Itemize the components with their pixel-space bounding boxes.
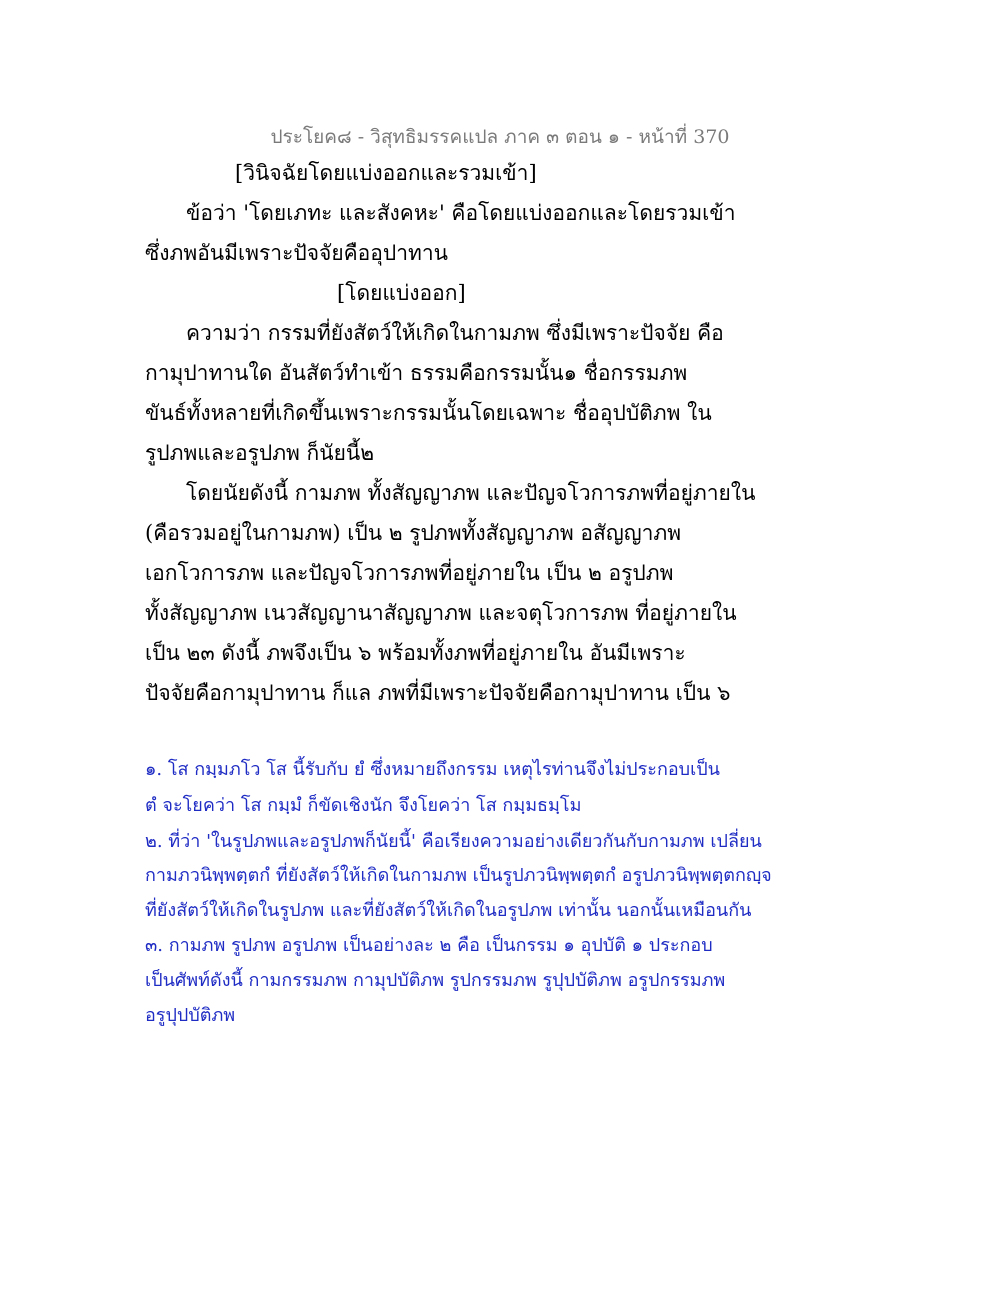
paragraph-line: เอกโวการภพ และปัญจโวการภพที่อยู่ภายใน เป็น ๒ อรูปภพ [145,561,674,585]
paragraph-line: เป็น ๒๓ ดังนี้ ภพจึงเป็น ๖ พร้อมทั้งภพที่อยู่ภายใน อันมีเพราะ [145,641,686,665]
paragraph-line: รูปภพและอรูปภพ ก็นัยนี้๒ [145,441,375,465]
paragraph-line: (คือรวมอยู่ในกามภพ) เป็น ๒ รูปภพทั้งสัญญาภพ อสัญญาภพ [145,521,682,545]
footnote-line: เป็นศัพท์ดังนี้ กามกรรมภพ กามุปบัติภพ รูปกรรมภพ รูปุปบัติภพ อรูปกรรมภพ [145,970,726,991]
paragraph-line: โดยนัยดังนี้ กามภพ ทั้งสัญญาภพ และปัญจโวการภพที่อยู่ภายใน [186,481,756,505]
footnote-line: ๑. โส กมฺมภโว โส นี้รับกับ ยํ ซึ่งหมายถึงกรรม เหตุไรท่านจึงไม่ประกอบเป็น [145,759,720,780]
footnote-line: ๓. กามภพ รูปภพ อรูปภพ เป็นอย่างละ ๒ คือ เป็นกรรม ๑ อุปบัติ ๑ ประกอบ [145,935,713,956]
footnote-line: อรูปุปบัติภพ [145,1005,236,1026]
footnote-line: กามภวนิพฺพตฺตกํ ที่ยังสัตว์ให้เกิดในกามภพ เป็นรูปภวนิพฺพตฺตกํ อรูปภวนิพฺพตฺตกญฺจ [145,865,772,886]
paragraph-line: ขันธ์ทั้งหลายที่เกิดขึ้นเพราะกรรมนั้นโดยเฉพาะ ชื่ออุปบัติภพ ใน [145,401,712,425]
running-title: ประโยค๘ - วิสุทธิมรรคแปล ภาค ๓ ตอน ๑ - หน้าที่ 370 [270,126,730,148]
subsection-heading: [โดยแบ่งออก] [337,281,466,305]
paragraph-line: กามุปาทานใด อันสัตว์ทำเข้า ธรรมคือกรรมนั้น๑ ชื่อกรรมภพ [145,361,688,385]
paragraph-line: ทั้งสัญญาภพ เนวสัญญานาสัญญาภพ และจตุโวการภพ ที่อยู่ภายใน [145,601,737,625]
footnote-line: ที่ยังสัตว์ให้เกิดในรูปภพ และที่ยังสัตว์ให้เกิดในอรูปภพ เท่านั้น นอกนั้นเหมือนกัน [145,900,752,921]
running-header [0,122,1000,152]
paragraph-line: ข้อว่า 'โดยเภทะ และสังคหะ' คือโดยแบ่งออกและโดยรวมเข้า [186,201,736,225]
section-heading: [วินิจฉัยโดยแบ่งออกและรวมเข้า] [235,161,537,185]
footnote-line: ๒. ที่ว่า 'ในรูปภพและอรูปภพก็นัยนี้' คือเรียงความอย่างเดียวกันกับกามภพ เปลี่ยน [145,831,762,852]
footnote-line: ตํ จะโยคว่า โส กมฺมํ ก็ขัดเชิงนัก จึงโยคว่า โส กมฺมธมฺโม [145,795,582,816]
paragraph-line: ซึ่งภพอันมีเพราะปัจจัยคืออุปาทาน [145,241,449,265]
paragraph-line: ความว่า กรรมที่ยังสัตว์ให้เกิดในกามภพ ซึ่งมีเพราะปัจจัย คือ [186,321,724,345]
paragraph-line: ปัจจัยคือกามุปาทาน ก็แล ภพที่มีเพราะปัจจัยคือกามุปาทาน เป็น ๖ [145,681,731,705]
